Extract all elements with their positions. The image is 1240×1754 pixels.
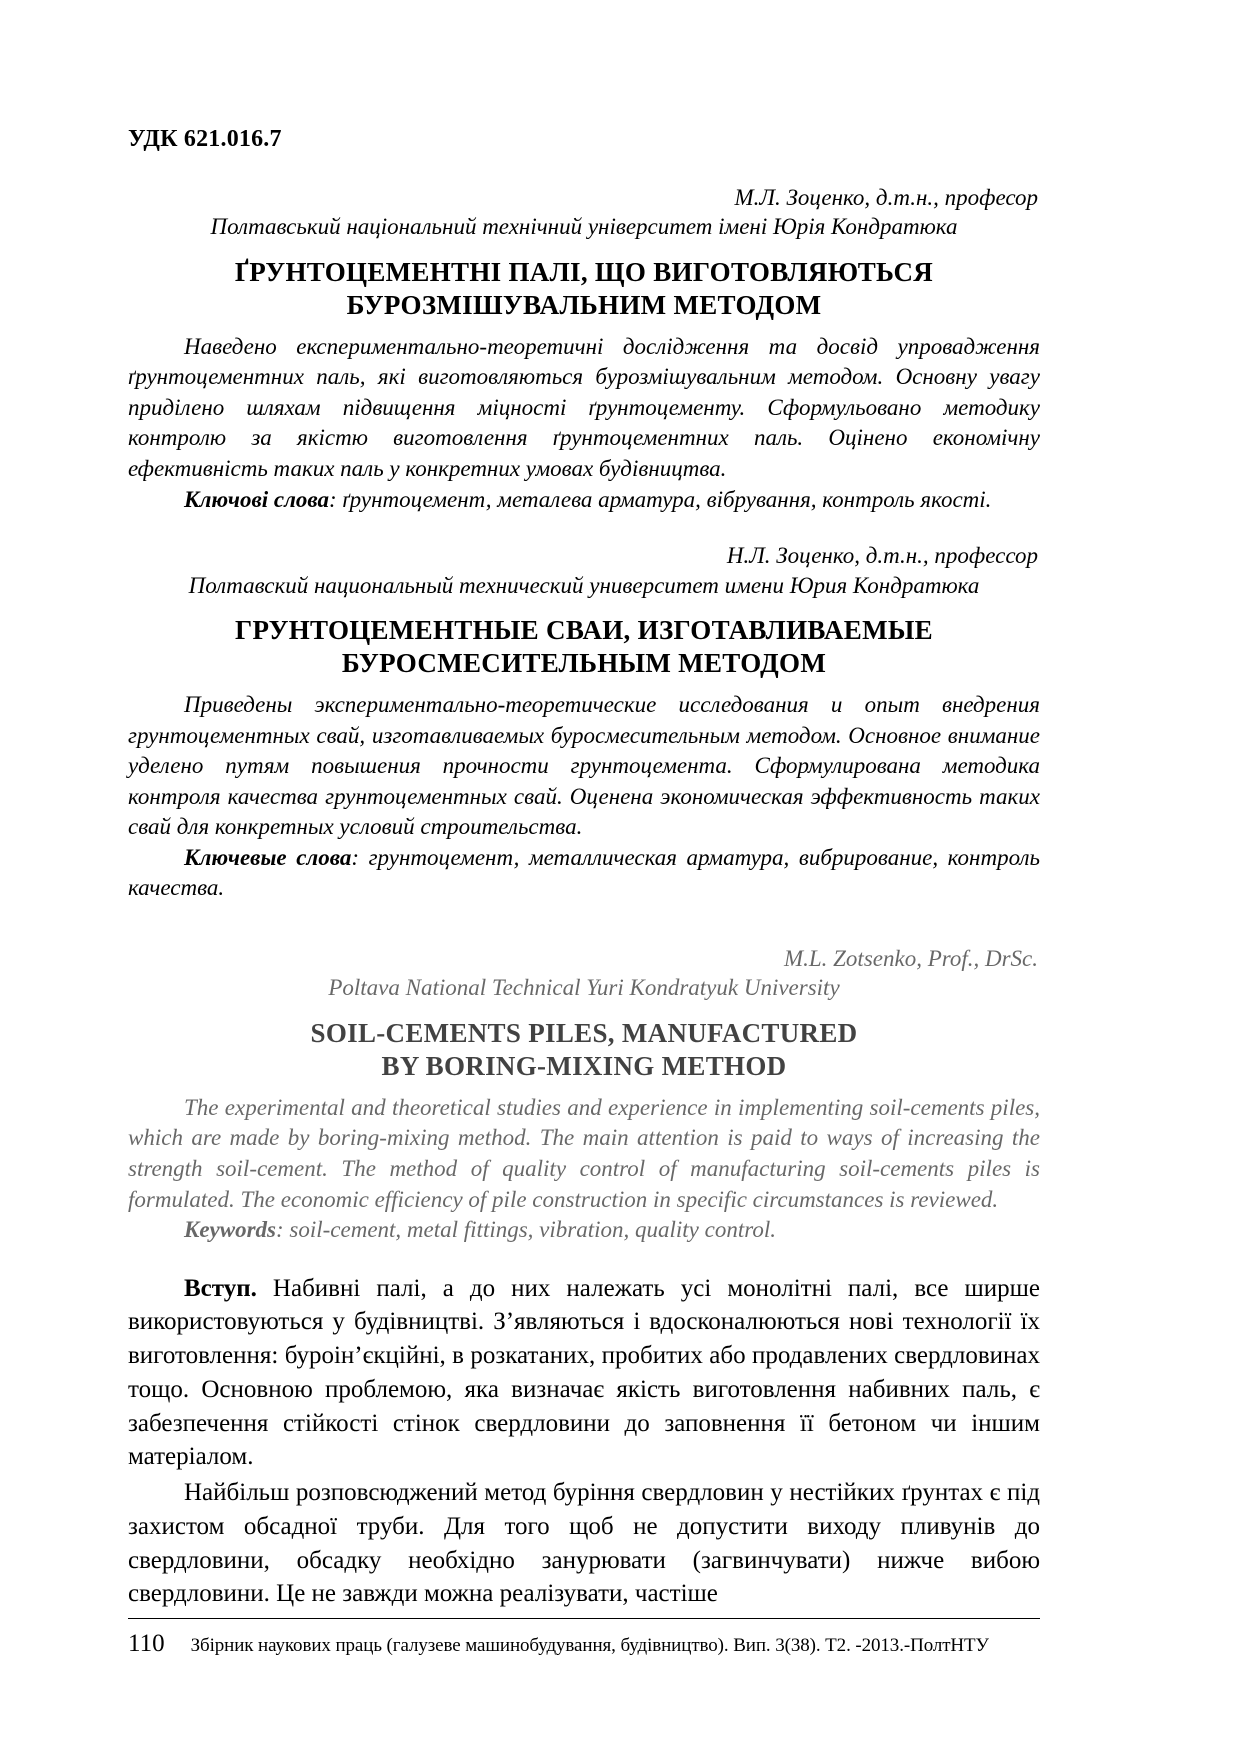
ukrainian-abstract: Наведено експериментально-теоретичні дослідження та досвід упровадження ґрунтоцементних паль, які виготовляються бурозмішувальним методом. Основну увагу приділено шляхам підвищення міцності ґрунтоцементу. Сформульовано методику контролю за якістю виготовлення ґрунтоцементних паль. Оцінено економічну ефективність таких паль у конкретних умовах будівництва.	[128, 333, 1040, 482]
ukrainian-section	[128, 183, 1040, 515]
english-title-line-1: SOIL-CEMENTS PILES, MANUFACTURED	[310, 1017, 858, 1048]
english-affiliation: Poltava National Technical Yuri Kondratyuk University	[328, 975, 840, 1001]
spacer-russian-english	[128, 904, 1040, 944]
english-title-line-2: BY BORING-MIXING METHOD	[381, 1050, 787, 1081]
english-keywords-value: : soil-cement, metal fittings, vibration, quality control.	[276, 1217, 776, 1243]
intro-paragraph-1-text: Набивні палі, а до них належать усі монолітні палі, все ширше використовуються у будівництві. З’являються і вдосконалюються нові технології їх виготовлення: буроін’єкційні, в розкатаних, пробитих або продавлених свердловинах тощо. Основною проблемою, яка визначає якість виготовлення набивних паль, є забезпечення стійкості стінок свердловини до заповнення її бетоном чи іншим матеріалом.	[128, 1274, 1040, 1471]
ukrainian-keywords-label: Ключові слова	[184, 486, 330, 512]
intro-paragraph-2: Найбільш розповсюджений метод буріння свердловин у нестійких ґрунтах є під захистом обсадної труби. Для того щоб не допустити виходу пливунів до свердловини, обсадку необхідно занурювати (загвинчувати) нижче вибою свердловини. Це не завжди можна реалізувати, частіше	[128, 1479, 1040, 1608]
russian-keywords-value: : грунтоцемент, металлическая арматура, вибрирование, контроль качества.	[128, 844, 1040, 901]
english-keywords-label: Keywords	[184, 1217, 276, 1243]
english-abstract: The experimental and theoretical studies and experience in implementing soil-cements piles, which are made by boring-mixing method. The main attention is paid to ways of increasing the strength soil-cement. The method of quality control of manufacturing soil-cements piles is formulated. The economic efficiency of pile construction in specific circumstances is reviewed.	[128, 1094, 1040, 1212]
ukrainian-title	[128, 256, 1040, 322]
footer-page-number: 110	[128, 1630, 165, 1657]
russian-affiliation: Полтавский национальный технический университет имени Юрия Кондратюка	[188, 572, 980, 598]
ukrainian-keywords	[128, 485, 1040, 516]
ukrainian-author: М.Л. Зоценко, д.т.н., професор	[734, 185, 1038, 210]
english-keywords	[128, 1215, 1040, 1246]
russian-title	[128, 614, 1040, 680]
russian-author: Н.Л. Зоценко, д.т.н., профессор	[726, 543, 1038, 569]
spacer-ukrainian-russian	[128, 515, 1040, 541]
ukrainian-keywords-value: : ґрунтоцемент, металева арматура, вібрування, контроль якості.	[329, 486, 992, 512]
page-footer	[128, 1630, 1040, 1658]
ukrainian-affiliation: Полтавський національний технічний університет імені Юрія Кондратюка	[210, 214, 958, 240]
russian-title-line-1: ГРУНТОЦЕМЕНТНЫЕ СВАИ, ИЗГОТАВЛИВАЕМЫЕ	[234, 615, 933, 646]
russian-section	[128, 541, 1040, 904]
russian-keywords-label: Ключевые слова	[184, 844, 352, 870]
english-section	[128, 944, 1040, 1246]
intro-paragraph-1	[128, 1272, 1040, 1475]
udk-code: УДК 621.016.7	[128, 126, 282, 152]
ukrainian-title-line-1: ҐРУНТОЦЕМЕНТНІ ПАЛІ, ЩО ВИГОТОВЛЯЮТЬСЯ	[234, 256, 934, 287]
english-author: M.L. Zotsenko, Prof., DrSc.	[783, 946, 1038, 972]
ukrainian-title-line-2: БУРОЗМІШУВАЛЬНИМ МЕТОДОМ	[346, 289, 822, 320]
intro-section-label: Вступ.	[184, 1274, 257, 1302]
spacer-english-body	[128, 1246, 1040, 1272]
footer-divider	[128, 1618, 1040, 1619]
russian-title-line-2: БУРОСМЕСИТЕЛЬНЫМ МЕТОДОМ	[341, 648, 827, 679]
russian-abstract: Приведены экспериментально-теоретические исследования и опыт внедрения грунтоцементных свай, изготавливаемых буросмесительным методом. Основное внимание уделено путям повышения прочности грунтоцемента. Сформулирована методика контроля качества грунтоцементных свай. Оценена экономическая эффективность таких свай для конкретных условий строительства.	[128, 691, 1040, 840]
body-section	[128, 1272, 1040, 1612]
page-content	[128, 126, 1040, 1613]
english-title	[128, 1017, 1040, 1083]
russian-keywords	[128, 843, 1040, 904]
footer-journal-reference: Збірник наукових праць (галузеве машинобудування, будівництво). Вип. 3(38). Т2. -2013.-ПолтНТУ	[190, 1635, 989, 1656]
